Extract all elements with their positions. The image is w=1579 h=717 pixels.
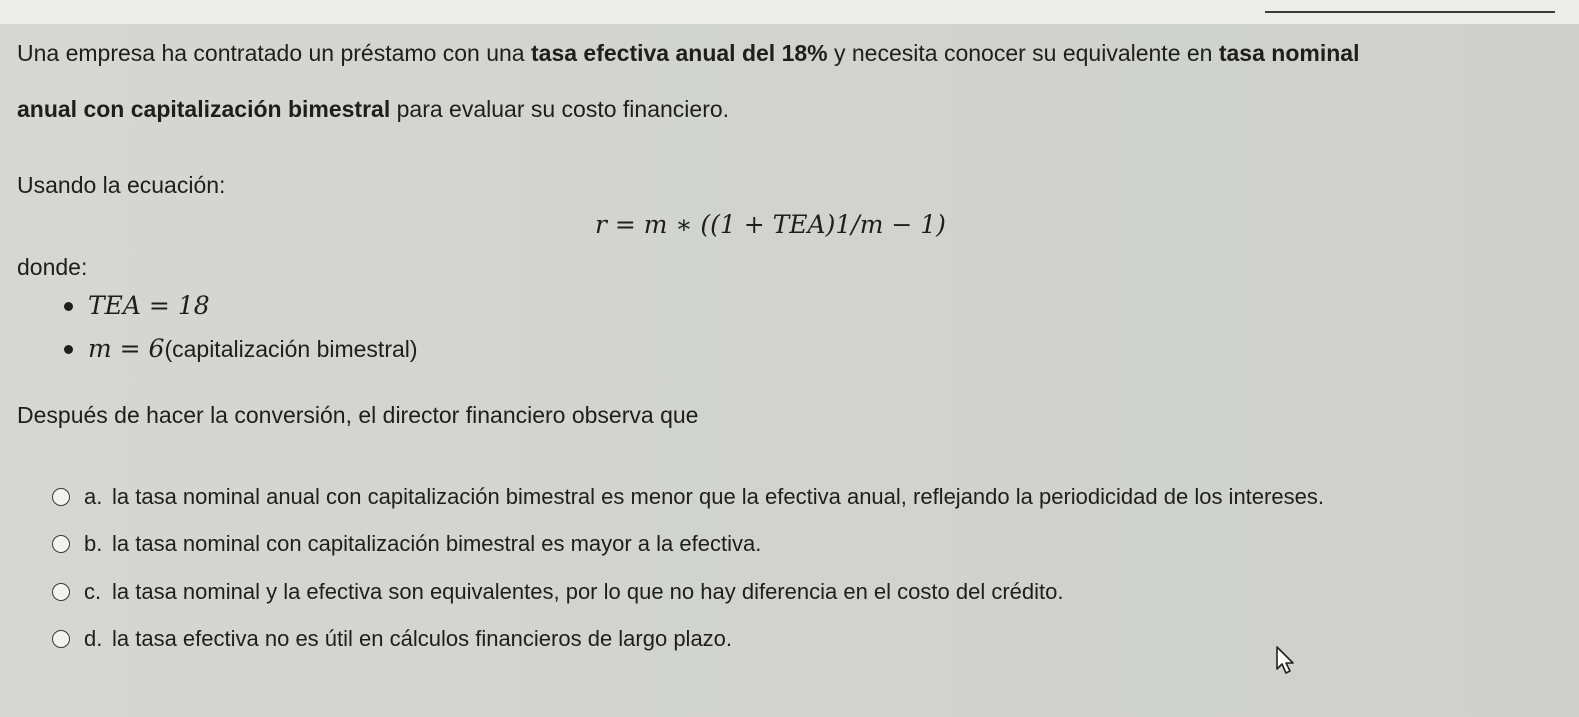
variable-m xyxy=(88,332,418,366)
option-d-letter: d. xyxy=(84,626,103,651)
question-prompt: Después de hacer la conversión, el director financiero observa que xyxy=(17,402,699,428)
option-a-letter: a. xyxy=(84,484,103,509)
option-d-text: la tasa efectiva no es útil en cálculos financieros de largo plazo. xyxy=(112,626,733,651)
option-c-text: la tasa nominal y la efectiva son equivalentes, por lo que no hay diferencia en el costo del crédito. xyxy=(112,579,1064,604)
variable-m-value: m = 6 xyxy=(88,334,165,363)
variable-m-note: (capitalización bimestral) xyxy=(164,336,418,362)
option-a[interactable] xyxy=(52,480,1324,514)
bullet-dot-icon xyxy=(64,345,73,354)
variable-tea: TEA = 18 xyxy=(88,291,210,320)
intro-bold-rate: tasa efectiva anual del 18% xyxy=(531,40,828,66)
intro-text-3: para evaluar su costo financiero. xyxy=(390,96,730,122)
mouse-pointer-icon xyxy=(1275,645,1297,680)
option-b[interactable] xyxy=(52,527,761,561)
intro-bold-capitalization: anual con capitalización bimestral xyxy=(17,96,391,122)
question-intro-line1 xyxy=(17,36,1359,70)
option-c[interactable] xyxy=(52,575,1063,609)
radio-circle-icon[interactable] xyxy=(52,583,70,601)
radio-circle-icon[interactable] xyxy=(52,488,70,506)
question-intro-line2 xyxy=(17,92,729,126)
option-d[interactable] xyxy=(52,622,732,656)
radio-circle-icon[interactable] xyxy=(52,535,70,553)
radio-circle-icon[interactable] xyxy=(52,630,70,648)
option-b-text: la tasa nominal con capitalización bimestral es mayor a la efectiva. xyxy=(112,531,762,556)
intro-bold-nominal: tasa nominal xyxy=(1218,40,1360,66)
donde-label: donde: xyxy=(17,254,88,280)
top-bar-line xyxy=(1265,11,1555,13)
intro-text-1: Una empresa ha contratado un préstamo con una xyxy=(17,40,531,66)
top-bar xyxy=(0,0,1579,24)
equation-intro: Usando la ecuación: xyxy=(17,172,226,198)
option-c-letter: c. xyxy=(84,579,102,604)
intro-text-2: y necesita conocer su equivalente en xyxy=(827,40,1219,66)
question-panel xyxy=(0,24,1579,717)
bullet-dot-icon xyxy=(64,302,73,311)
option-a-text: la tasa nominal anual con capitalización bimestral es menor que la efectiva anual, reflejando la periodicidad de los intereses. xyxy=(112,484,1324,509)
option-b-letter: b. xyxy=(84,531,103,556)
equation: r = m ∗ ((1 + TEA)1/m − 1) xyxy=(595,210,946,239)
